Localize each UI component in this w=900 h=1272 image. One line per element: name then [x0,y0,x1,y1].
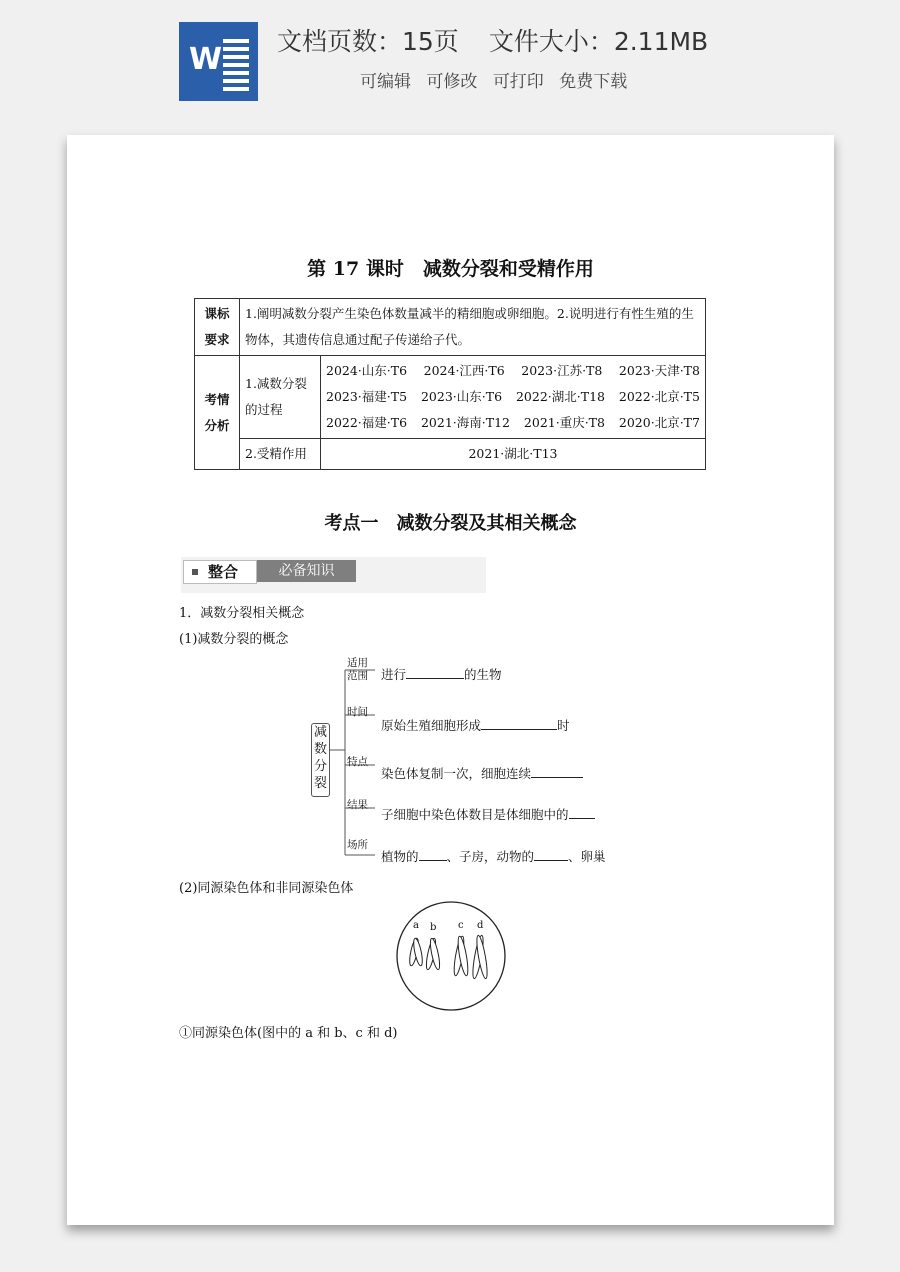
exam-ref: 2023·江苏·T8 [521,363,603,378]
feature-printable: 可打印 [492,72,544,92]
exam-ref: 2023·福建·T5 [326,389,408,404]
fill-blank[interactable] [419,848,447,861]
fill-blank[interactable] [531,765,583,778]
branch-label-feature: 特点 [347,756,368,768]
branch-text-scope: 进行 的生物 [381,667,502,682]
exam-ref: 2020·北京·T7 [618,415,700,430]
letter-d: d [477,920,484,931]
exam-ref: 2023·天津·T8 [618,363,700,378]
fill-blank[interactable] [534,848,568,861]
exam-ref: 2023·山东·T6 [420,389,503,404]
letter-c: c [458,920,464,931]
feature-modifiable: 可修改 [426,72,478,92]
letter-b: b [430,922,437,933]
banner-label: 必备知识 [257,560,356,582]
branch-text-time: 原始生殖细胞形成 时 [381,718,570,733]
analysis-header: 考情分析 [195,356,240,470]
page-count: 文档页数：15页 [277,27,459,56]
meiosis-process-label: 1.减数分裂的过程 [240,356,321,439]
knowledge-banner [181,557,486,593]
homologous-caption: ①同源染色体(图中的 a 和 b、c 和 d) [179,1026,398,1041]
feature-editable: 可编辑 [360,72,411,92]
branch-text-result: 子细胞中染色体数目是体细胞中的 [381,805,595,823]
heading-concepts: 1．减数分裂相关概念 [179,606,305,621]
chromosome-cell-figure [395,900,507,1012]
document-page [67,135,834,1225]
subheading-homologous: (2)同源染色体和非同源染色体 [179,881,354,896]
diagram-root: 减数分裂 [311,723,330,797]
file-size: 文件大小：2.11MB [488,27,709,56]
standards-header: 课标要求 [195,299,240,356]
fill-blank[interactable] [569,806,595,819]
file-info-header [0,0,900,115]
word-document-icon: W [179,22,258,101]
branch-text-feature: 染色体复制一次，细胞连续 [381,764,583,782]
exam-ref: 2024·山东·T6 [326,363,408,378]
subheading-meiosis-concept: (1)减数分裂的概念 [179,632,289,647]
exam-ref: 2022·福建·T6 [326,415,408,430]
fill-blank[interactable] [481,717,557,730]
feature-list [360,67,627,92]
meiosis-exam-list [321,356,706,439]
curriculum-table [194,298,706,470]
exam-ref: 2021·重庆·T8 [523,415,605,430]
branch-label-time: 时间 [347,706,368,718]
document-title: 第 17 课时 减数分裂和受精作用 [307,258,594,280]
branch-text-location: 植物的 、子房，动物的 、卵巢 [381,849,606,864]
letter-a: a [413,920,419,931]
file-stats [277,22,708,58]
branch-label-scope: 适用范围 [347,657,368,682]
meiosis-concept-diagram [297,653,647,868]
fill-blank[interactable] [406,666,464,679]
exam-ref: 2022·湖北·T18 [515,389,605,404]
branch-label-location: 场所 [347,839,368,851]
square-bullet-icon [192,569,198,575]
exam-ref: 2021·海南·T12 [420,415,510,430]
exam-ref: 2024·江西·T6 [423,363,505,378]
banner-tag: 整合 [183,560,257,584]
fertilization-label: 2.受精作用 [240,439,321,470]
section-title: 考点一 减数分裂及其相关概念 [324,513,577,534]
exam-ref: 2022·北京·T5 [618,389,700,404]
fertilization-exam: 2021·湖北·T13 [321,439,706,470]
feature-free-download: 免费下载 [559,72,628,92]
branch-label-result: 结果 [347,799,368,811]
standards-text: 1.阐明减数分裂产生染色体数量减半的精细胞或卵细胞。2.说明进行有性生殖的生物体，其遗传信息通过配子传递给子代。 [240,299,706,356]
